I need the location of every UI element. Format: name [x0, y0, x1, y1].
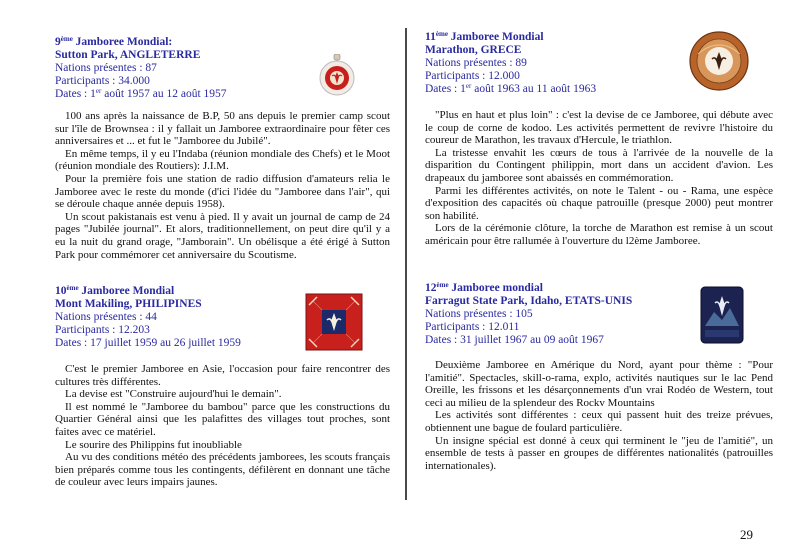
jamboree-11-title: 11ème Jamboree Mondial: [425, 30, 544, 43]
paragraph: Le sourire des Philippins fut inoubliable: [65, 438, 242, 451]
jamboree-12-place: Farragut State Park, Idaho, ETATS-UNIS: [425, 295, 633, 307]
jamboree-10-badge-icon: [305, 293, 363, 351]
jamboree-9-participants: Participants : 34.000: [55, 75, 150, 87]
jamboree-9-title: 9ème Jamboree Mondial:: [55, 35, 173, 48]
jamboree-10-nations: Nations présentes : 44: [55, 311, 157, 323]
paragraph: Parmi les différentes activités, on note le Talent - ou - Rama, une espèce d'exposition des capacités où chaque patrouille (presque 2000) peut montrer son habilité.: [425, 184, 773, 222]
jamboree-11-dates: Dates : 1er août 1963 au 11 août 1963: [425, 82, 597, 95]
jamboree-10-title: 10ème Jamboree Mondial: [55, 284, 175, 297]
paragraph: "Plus en haut et plus loin" : c'est la devise de ce Jamboree, qui débute avec le coup de corne de kodoo. Les activités permettent de revivre l'histoire du coureur de Marathon, les travaux d'Hercule, le triathlon.: [425, 109, 773, 147]
jamboree-11-participants: Participants : 12.000: [425, 70, 520, 82]
jamboree-12-participants: Participants : 12.011: [425, 321, 520, 333]
paragraph: Deuxième Jamboree en Amérique du Nord, ayant pour thème : "Pour l'amitié". Spectacles, skill-o-rama, explo, activités nautiques sur le lac Pend Oreille, les frissons et les désarçonnements d'un vrai Rodéo de Western, tout ceci au milieu de la splendeur des Rockv Mountains: [425, 359, 773, 409]
jamboree-11-text: [425, 109, 773, 248]
column-divider: [405, 28, 407, 500]
jamboree-9-nations: Nations présentes : 87: [55, 62, 157, 74]
paragraph: En même temps, il y eu l'Indaba (réunion mondiale des Chefs) et le Moot (réunion mondiale des Routiers): J.I.M.: [55, 147, 390, 173]
jamboree-11-nations: Nations présentes : 89: [425, 57, 527, 69]
jamboree-10-place: Mont Makiling, PHILIPINES: [55, 298, 202, 310]
jamboree-11-badge-icon: [688, 30, 750, 92]
paragraph: Un insigne spécial est donné à ceux qui terminent le "jeu de l'amitié", un ensemble de tests à passer en groupes de différentes nationalités (patrouilles internationales).: [425, 434, 773, 472]
paragraph: Il est nommé le "Jamboree du bambou" parce que les constructions du Quartier Général ainsi que les palafittes des villages tout proches, sont faites avec ce matériel.: [55, 400, 390, 438]
paragraph: Les activités sont différentes : ceux qui passent huit des treize prévues, obtiennent une bague de foulard particulière.: [425, 409, 773, 434]
jamboree-12-text: [425, 359, 773, 472]
jamboree-9-dates: Dates : 1er août 1957 au 12 août 1957: [55, 87, 227, 100]
jamboree-9-badge-icon: [318, 54, 356, 98]
jamboree-12-title: 12ème Jamboree mondial: [425, 281, 543, 294]
jamboree-12-dates: Dates : 31 juillet 1967 au 09 août 1967: [425, 334, 604, 346]
paragraph: Pour la première fois une station de radio diffusion d'amateurs relia le Jamboree avec le reste du monde (d'ici l'idée du "Jamboree dans l'air", qui se déroule chaque année depuis 1958).: [55, 172, 390, 211]
jamboree-12-nations: Nations présentes : 105: [425, 308, 533, 320]
jamboree-10-dates: Dates : 17 juillet 1959 au 26 juillet 1959: [55, 337, 241, 349]
paragraph: La devise est "Construire aujourd'hui le demain".: [65, 388, 282, 401]
jamboree-10-participants: Participants : 12.203: [55, 324, 150, 336]
paragraph: C'est le premier Jamboree en Asie, l'occasion pour faire rencontrer des cultures très différentes.: [55, 363, 390, 388]
jamboree-12-badge-icon: [700, 286, 744, 344]
jamboree-9-text: [55, 110, 390, 261]
jamboree-11-place: Marathon, GRECE: [425, 44, 522, 56]
paragraph: La tristesse envahit les cœurs de tous à l'arrivée de la nouvelle de la disparition du Contingent philippin, mort dans un accident d'avion. Les drapeaux du jamboree sont abaissés en commémoration.: [425, 146, 773, 184]
jamboree-9-place: Sutton Park, ANGLETERRE: [55, 49, 201, 61]
jamboree-10-text: [55, 363, 390, 489]
paragraph: Un scout pakistanais est venu à pied. Il y avait un journal de camp de 24 pages "Jubilée journal". Et alors, traditionnellement, on peut dire qu'il y a eu la nuit du grand orage, "Jamborain". Un obélisque a été érigé à Sutton Park pour commémorer cet anniversaire du Scoutisme.: [55, 210, 390, 261]
paragraph: 100 ans après la naissance de B.P, 50 ans depuis le premier camp scout sur l'île de Brownsea : il y fallait un Jamboree extraordinaire pour fêter ces anniversaires et ... et fut le "Jamboree du Jubilé".: [55, 110, 390, 148]
page-number: 29: [740, 527, 753, 542]
paragraph: Lors de la cérémonie clôture, la torche de Marathon est remise à un scout américain pour être rallumée à l'ouverture du l2ème Jamboree.: [425, 222, 773, 247]
paragraph: Au vu des conditions météo des précédents jamborees, les scouts français bien préparés comme tous les contingents, défilèrent en donnant une tâche de couleur avec leurs impairs jaunes.: [55, 451, 390, 489]
